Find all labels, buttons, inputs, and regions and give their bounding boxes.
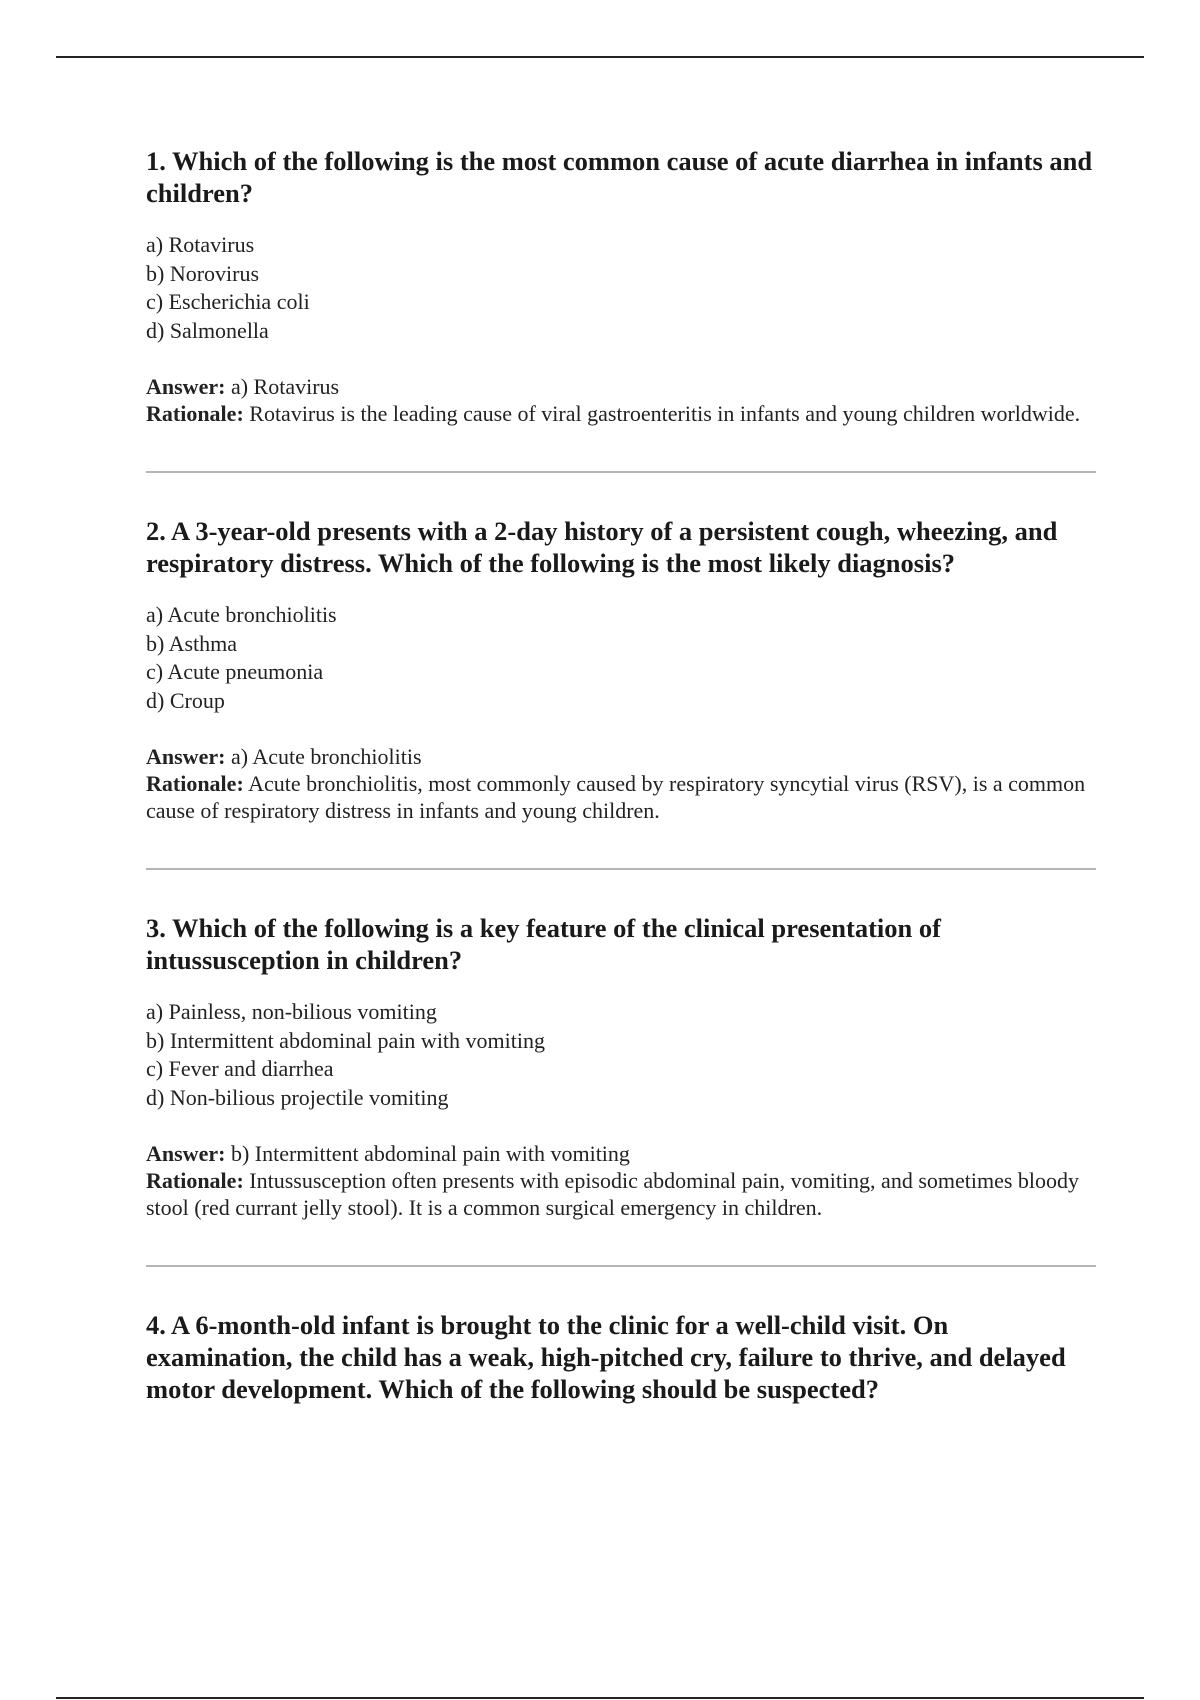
- option-c: c) Escherichia coli: [146, 289, 310, 314]
- option-d: d) Non-bilious projectile vomiting: [146, 1084, 449, 1110]
- question-1-answer: [146, 373, 1096, 400]
- question-4-title: 4. A 6-month-old infant is brought to the clinic for a well-child visit. On examination, the child has a weak, high-pitched cry, failure to thrive, and delayed motor development. Which of the following should be suspected?: [146, 1310, 1066, 1404]
- question-4: [146, 1309, 1096, 1405]
- option-d: d) Salmonella: [146, 317, 269, 343]
- question-1-rationale: [146, 400, 1096, 427]
- question-2-rationale: [146, 770, 1096, 824]
- answer-label: Answer:: [146, 744, 226, 769]
- question-2-title: 2. A 3-year-old presents with a 2-day history of a persistent cough, wheezing, and respiratory distress. Which of the following is the most likely diagnosis?: [146, 516, 1058, 578]
- option-b: b) Asthma: [146, 630, 238, 656]
- question-3-title: 3. Which of the following is a key feature of the clinical presentation of intussusception in children?: [146, 913, 941, 975]
- answer-text: a) Acute bronchiolitis: [230, 744, 422, 769]
- rationale-text: Rotavirus is the leading cause of viral gastroenteritis in infants and young children worldwide.: [249, 401, 1081, 426]
- option-a: a) Acute bronchiolitis: [146, 602, 337, 627]
- rationale-label: Rationale:: [146, 401, 244, 426]
- answer-label: Answer:: [146, 374, 226, 399]
- question-1: [146, 145, 1096, 427]
- question-divider: [146, 1265, 1096, 1267]
- question-3: [146, 912, 1096, 1221]
- option-b: b) Intermittent abdominal pain with vomiting: [146, 1027, 545, 1053]
- answer-text: b) Intermittent abdominal pain with vomiting: [230, 1141, 630, 1166]
- rationale-text: Intussusception often presents with episodic abdominal pain, vomiting, and sometimes bloody stool (red currant jelly stool). It is a common surgical emergency in children.: [146, 1168, 1080, 1220]
- question-1-title: 1. Which of the following is the most common cause of acute diarrhea in infants and children?: [146, 146, 1093, 208]
- page-top-rule: [56, 56, 1144, 58]
- rationale-label: Rationale:: [146, 771, 244, 796]
- question-3-answer: [146, 1140, 1096, 1167]
- question-2-options: [146, 601, 1096, 715]
- question-2: [146, 515, 1096, 824]
- rationale-text: Acute bronchiolitis, most commonly caused by respiratory syncytial virus (RSV), is a common cause of respiratory distress in infants and young children.: [146, 771, 1086, 823]
- question-divider: [146, 471, 1096, 473]
- option-d: d) Croup: [146, 687, 225, 713]
- document-content: [146, 145, 1096, 1427]
- question-3-options: [146, 998, 1096, 1112]
- option-b: b) Norovirus: [146, 260, 260, 286]
- option-c: c) Fever and diarrhea: [146, 1056, 334, 1081]
- rationale-label: Rationale:: [146, 1168, 244, 1193]
- answer-text: a) Rotavirus: [230, 374, 340, 399]
- page-bottom-rule: [56, 1697, 1144, 1699]
- question-divider: [146, 868, 1096, 870]
- option-a: a) Painless, non-bilious vomiting: [146, 999, 437, 1024]
- question-2-answer: [146, 743, 1096, 770]
- option-c: c) Acute pneumonia: [146, 659, 324, 684]
- question-1-options: [146, 231, 1096, 345]
- question-3-rationale: [146, 1167, 1096, 1221]
- option-a: a) Rotavirus: [146, 232, 255, 257]
- answer-label: Answer:: [146, 1141, 226, 1166]
